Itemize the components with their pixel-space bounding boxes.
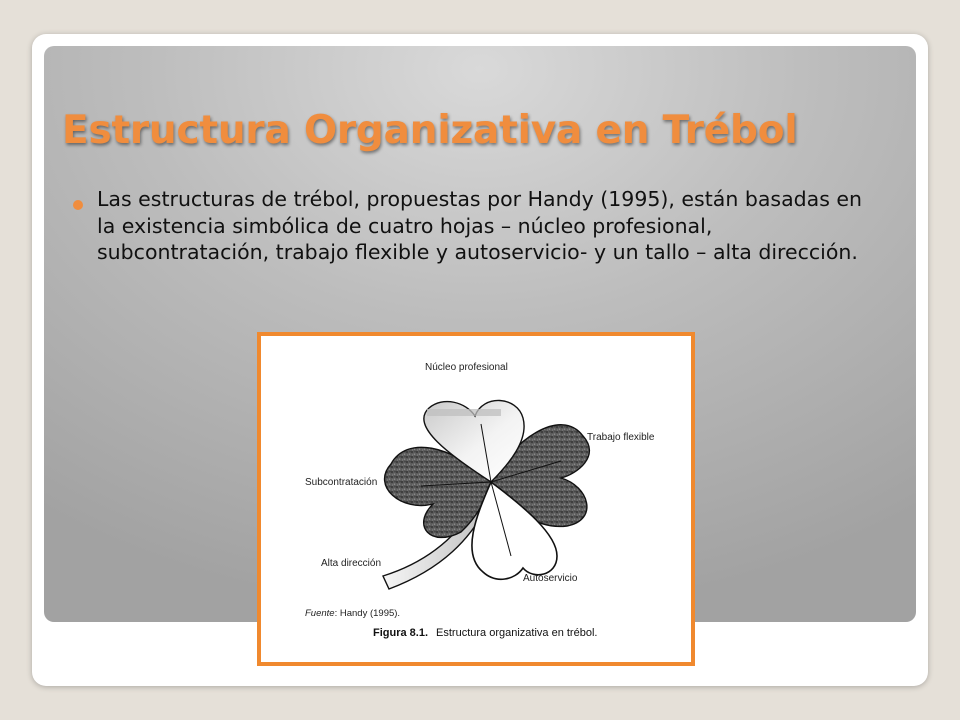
- figure-caption: Figura 8.1. Estructura organizativa en trébol.: [373, 627, 598, 639]
- label-trabajo-flexible: Trabajo flexible: [587, 432, 655, 443]
- label-nucleo: Núcleo profesional: [425, 362, 508, 373]
- label-alta-direccion: Alta dirección: [321, 558, 382, 569]
- slide-title: Estructura Organizativa en Trébol: [62, 108, 798, 153]
- figure-source: Fuente: Handy (1995).: [305, 608, 401, 619]
- label-autoservicio: Autoservicio: [523, 573, 578, 584]
- label-subcontratacion: Subcontratación: [305, 477, 378, 488]
- bullet-dot-icon: [73, 200, 83, 210]
- leaf-hatch: [427, 409, 501, 416]
- clover-diagram: [261, 336, 691, 662]
- clover-figure: [257, 332, 695, 666]
- bullet-text: Las estructuras de trébol, propuestas por Handy (1995), están basadas en la existencia simbólica de cuatro hojas – núcleo profesional, subcontratación, trabajo flexible y autoservicio- y un tallo – alta dirección.: [97, 187, 863, 264]
